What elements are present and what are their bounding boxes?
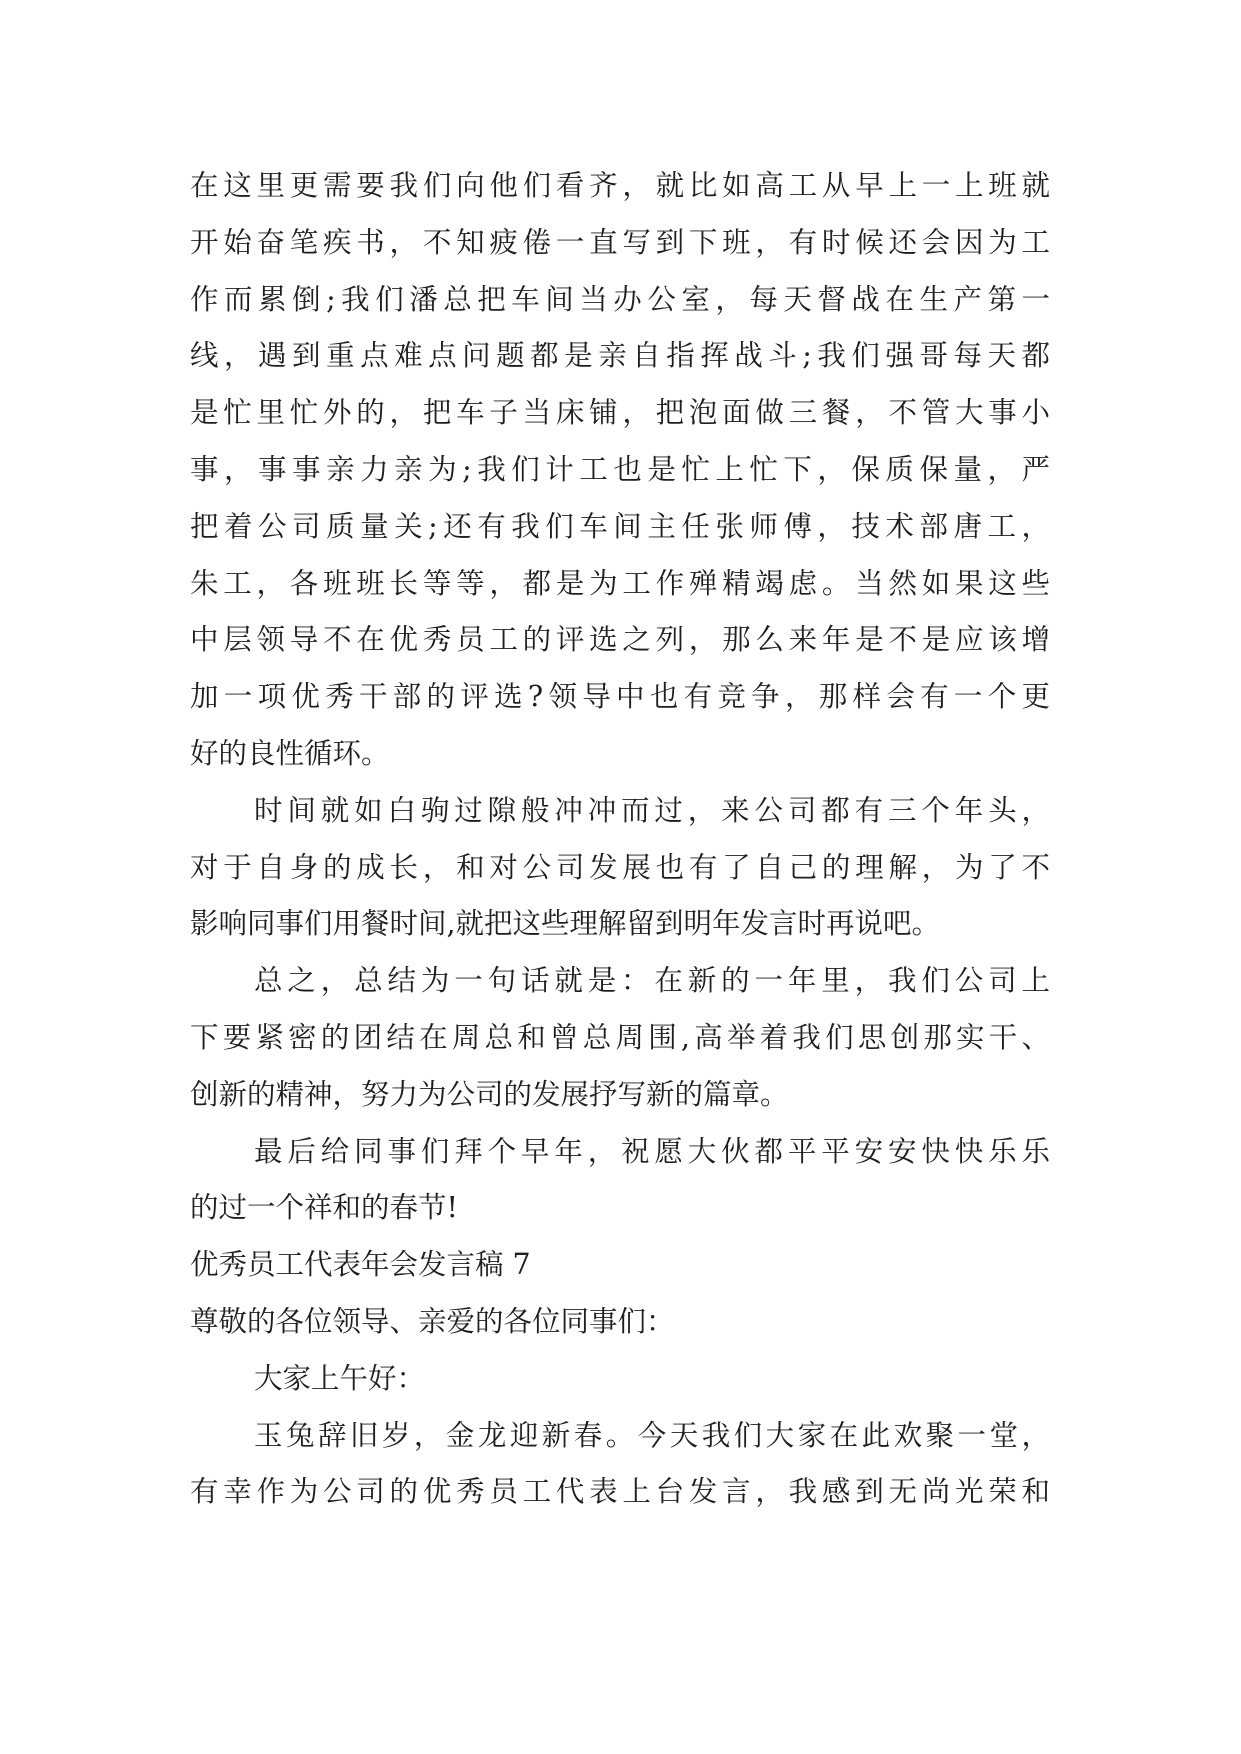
paragraph-line: 开始奋笔疾书，不知疲倦一直写到下班，有时候还会因为工 bbox=[190, 225, 1050, 259]
paragraph-line: 最后给同事们拜个早年，祝愿大伙都平平安安快快乐乐 bbox=[254, 1134, 1050, 1168]
paragraph-line: 下要紧密的团结在周总和曾总周围,高举着我们思创那实干、 bbox=[190, 1020, 1050, 1054]
paragraph-line: 加一项优秀干部的评选?领导中也有竞争，那样会有一个更 bbox=[190, 680, 1050, 714]
paragraph-line: 朱工，各班班长等等，都是为工作殚精竭虑。当然如果这些 bbox=[190, 566, 1050, 600]
paragraph-line: 创新的精神，努力为公司的发展抒写新的篇章。 bbox=[190, 1077, 789, 1111]
greeting: 大家上午好： bbox=[254, 1361, 426, 1395]
paragraph-line: 是忙里忙外的，把车子当床铺，把泡面做三餐，不管大事小 bbox=[190, 396, 1050, 430]
paragraph-line: 有幸作为公司的优秀员工代表上台发言，我感到无尚光荣和 bbox=[190, 1475, 1050, 1509]
paragraph-line: 影响同事们用餐时间,就把这些理解留到明年发言时再说吧。 bbox=[190, 907, 941, 941]
paragraph-line: 对于自身的成长，和对公司发展也有了自己的理解，为了不 bbox=[190, 850, 1050, 884]
salutation: 尊敬的各位领导、亲爱的各位同事们： bbox=[190, 1304, 675, 1338]
paragraph-line: 作而累倒;我们潘总把车间当办公室，每天督战在生产第一 bbox=[190, 282, 1050, 316]
paragraph-line: 把着公司质量关;还有我们车间主任张师傅，技术部唐工， bbox=[190, 509, 1050, 543]
paragraph-line: 好的良性循环。 bbox=[190, 736, 390, 770]
paragraph-line: 事，事事亲力亲为;我们计工也是忙上忙下，保质保量，严 bbox=[190, 452, 1050, 486]
section-heading: 优秀员工代表年会发言稿 7 bbox=[190, 1248, 531, 1282]
paragraph-line: 时间就如白驹过隙般冲冲而过，来公司都有三个年头， bbox=[254, 793, 1050, 827]
paragraph-line: 玉兔辞旧岁，金龙迎新春。今天我们大家在此欢聚一堂， bbox=[254, 1418, 1050, 1452]
paragraph-line: 线，遇到重点难点问题都是亲自指挥战斗;我们强哥每天都 bbox=[190, 339, 1050, 373]
paragraph-line: 在这里更需要我们向他们看齐，就比如高工从早上一上班就 bbox=[190, 169, 1050, 202]
paragraph-line: 中层领导不在优秀员工的评选之列，那么来年是不是应该增 bbox=[190, 623, 1050, 657]
paragraph-line: 总之，总结为一句话就是：在新的一年里，我们公司上 bbox=[254, 964, 1050, 998]
paragraph-line: 的过一个祥和的春节! bbox=[190, 1191, 458, 1225]
document-body bbox=[190, 158, 1050, 1521]
